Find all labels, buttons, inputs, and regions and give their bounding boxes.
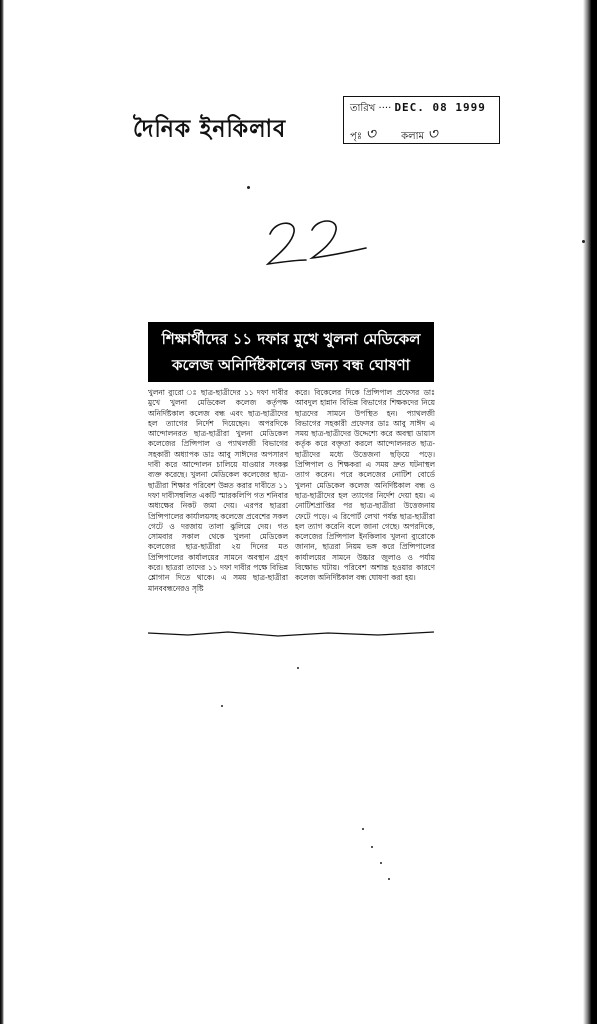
handwritten-number xyxy=(262,208,372,272)
scan-speck xyxy=(297,667,299,669)
newspaper-clipping xyxy=(148,322,434,638)
article-column-left xyxy=(148,388,288,632)
column-label: কলাম xyxy=(401,131,425,142)
column-value: ৩ xyxy=(427,124,438,143)
scan-speck xyxy=(221,705,223,707)
scan-speck xyxy=(388,878,390,880)
scan-left-edge xyxy=(0,0,4,1024)
newspaper-masthead: দৈনিক ইনকিলাব xyxy=(133,114,287,144)
date-stamp: DEC. 08 1999 xyxy=(394,101,486,114)
scan-speck xyxy=(362,828,364,830)
headline-line-1: শিক্ষার্থীদের ১১ দফার মুখে খুলনা মেডিকেল xyxy=(161,330,421,348)
date-stamp-box xyxy=(343,96,500,144)
page-label: পৃঃ xyxy=(350,131,363,142)
scan-speck xyxy=(380,862,382,864)
scan-speck xyxy=(582,240,585,243)
article-column-right xyxy=(295,388,435,632)
page-column-row xyxy=(350,121,438,148)
date-label: তারিখ xyxy=(350,103,376,114)
article-headline xyxy=(148,322,434,382)
article-body xyxy=(148,388,434,632)
article-column-right-text: করে। বিকেলের দিকে প্রিন্সিপাল প্রফেসর ডাঃ আবদুল হান্নান বিভিন্ন বিভাগের শিক্ষকদের নিয়ে ছাত্রদের সামনে উপস্থিত হন। প্যাথলজী বিভাগের সহকারী প্রফেসর ডাঃ আবু সাঈদ এ সময় ছাত্র-ছাত্রীদের উদ্দেশ্যে করে অবস্থা ডায়াস কর্তৃক করে বক্তৃতা করলে আন্দোলনরত ছাত্র-ছাত্রীদের মধ্যে উত্তেজনা ছড়িয়ে পড়ে। প্রিন্সিপাল ও শিক্ষকরা এ সময় দ্রুত ঘটনাস্থল ত্যাগ করেন। পরে কলেজের নোটিশ বোর্ডে খুলনা মেডিকেল কলেজ অনির্দিষ্টকাল বন্ধ ও ছাত্র-ছাত্রীদের হল ত্যাগের নির্দেশ দেয়া হয়। এ নোটিশপ্রাপ্তির পর ছাত্র-ছাত্রীরা উত্তেজনায় ফেটে পড়ে। এ রিপোর্ট লেখা পর্যন্ত ছাত্র-ছাত্রীরা হল ত্যাগ করেনি বলে জানা গেছে। অপরদিকে, কলেজের প্রিন্সিপাল ইনকিলাব খুলনা ব্যুরোকে জানান, ছাত্ররা নিয়ম ভঙ্গ করে প্রিন্সিপালের কার্যালয়ের সামনে উচ্চার জুলাও ও পর্যায় বিক্ষোভ ঘটায়। পরিবেশ অশান্ত হওয়ার কারণে কলেজ অনির্দিষ্টকাল বন্ধ ঘোষণা করা হয়। xyxy=(295,388,435,583)
page-value: ৩ xyxy=(365,124,376,143)
handwritten-22-drawing xyxy=(262,208,372,272)
date-row: তারিখ ···· DEC. 08 1999 xyxy=(350,101,486,114)
article-column-left-text: খুলনা ব্যুরো ঃ ছাত্র-ছাত্রীদের ১১ দফা দাবীর মুখে খুলনা মেডিকেল কলেজ কর্তৃপক্ষ অনির্দিষ্টকাল কলেজ বন্ধ এবং ছাত্র-ছাত্রীদের হল ত্যাগের নির্দেশ দিয়েছেন। অপরদিকে আন্দোলনরত ছাত্র-ছাত্রীরা খুলনা মেডিকেল কলেজের প্রিন্সিপাল ও প্যাথলজী বিভাগের সহকারী অধ্যাপক ডাঃ আবু সাঈদের অপসারণ দাবী করে আন্দোলন চালিয়ে যাওয়ার সংকল্প ব্যক্ত করেছে। খুলনা মেডিকেল কলেজের ছাত্র-ছাত্রীরা শিক্ষার পরিবেশ উন্নত করার দাবীতে ১১ দফা দাবীসম্বলিত একটি স্মারকলিপি গত শনিবার অধ্যক্ষের নিকট জমা দেয়। এরপর ছাত্ররা প্রিন্সিপালের কার্যালয়সহ কলেজে প্রবেশের সকল গেটে ও দরজায় তালা ঝুলিয়ে দেয়। গত সোমবার সকাল থেকে খুলনা মেডিকেল কলেজের ছাত্র-ছাত্রীরা ২য় দিনের মত প্রিন্সিপালের কার্যালয়ের সামনে অবস্থান গ্রহণ করে। ছাত্ররা তাদের ১১ দফা দাবীর পক্ষে বিভিন্ন শ্লোগান দিতে থাকে। এ সময় ছাত্র-ছাত্রীরা মানববন্ধনেরও সৃষ্টি xyxy=(148,388,288,593)
scan-speck xyxy=(371,846,373,848)
clipping-torn-edge xyxy=(148,630,434,638)
scan-right-edge xyxy=(583,0,597,1024)
headline-line-2: কলেজ অনির্দিষ্টকালের জন্য বন্ধ ঘোষণা xyxy=(171,356,411,374)
scan-speck xyxy=(247,186,250,189)
